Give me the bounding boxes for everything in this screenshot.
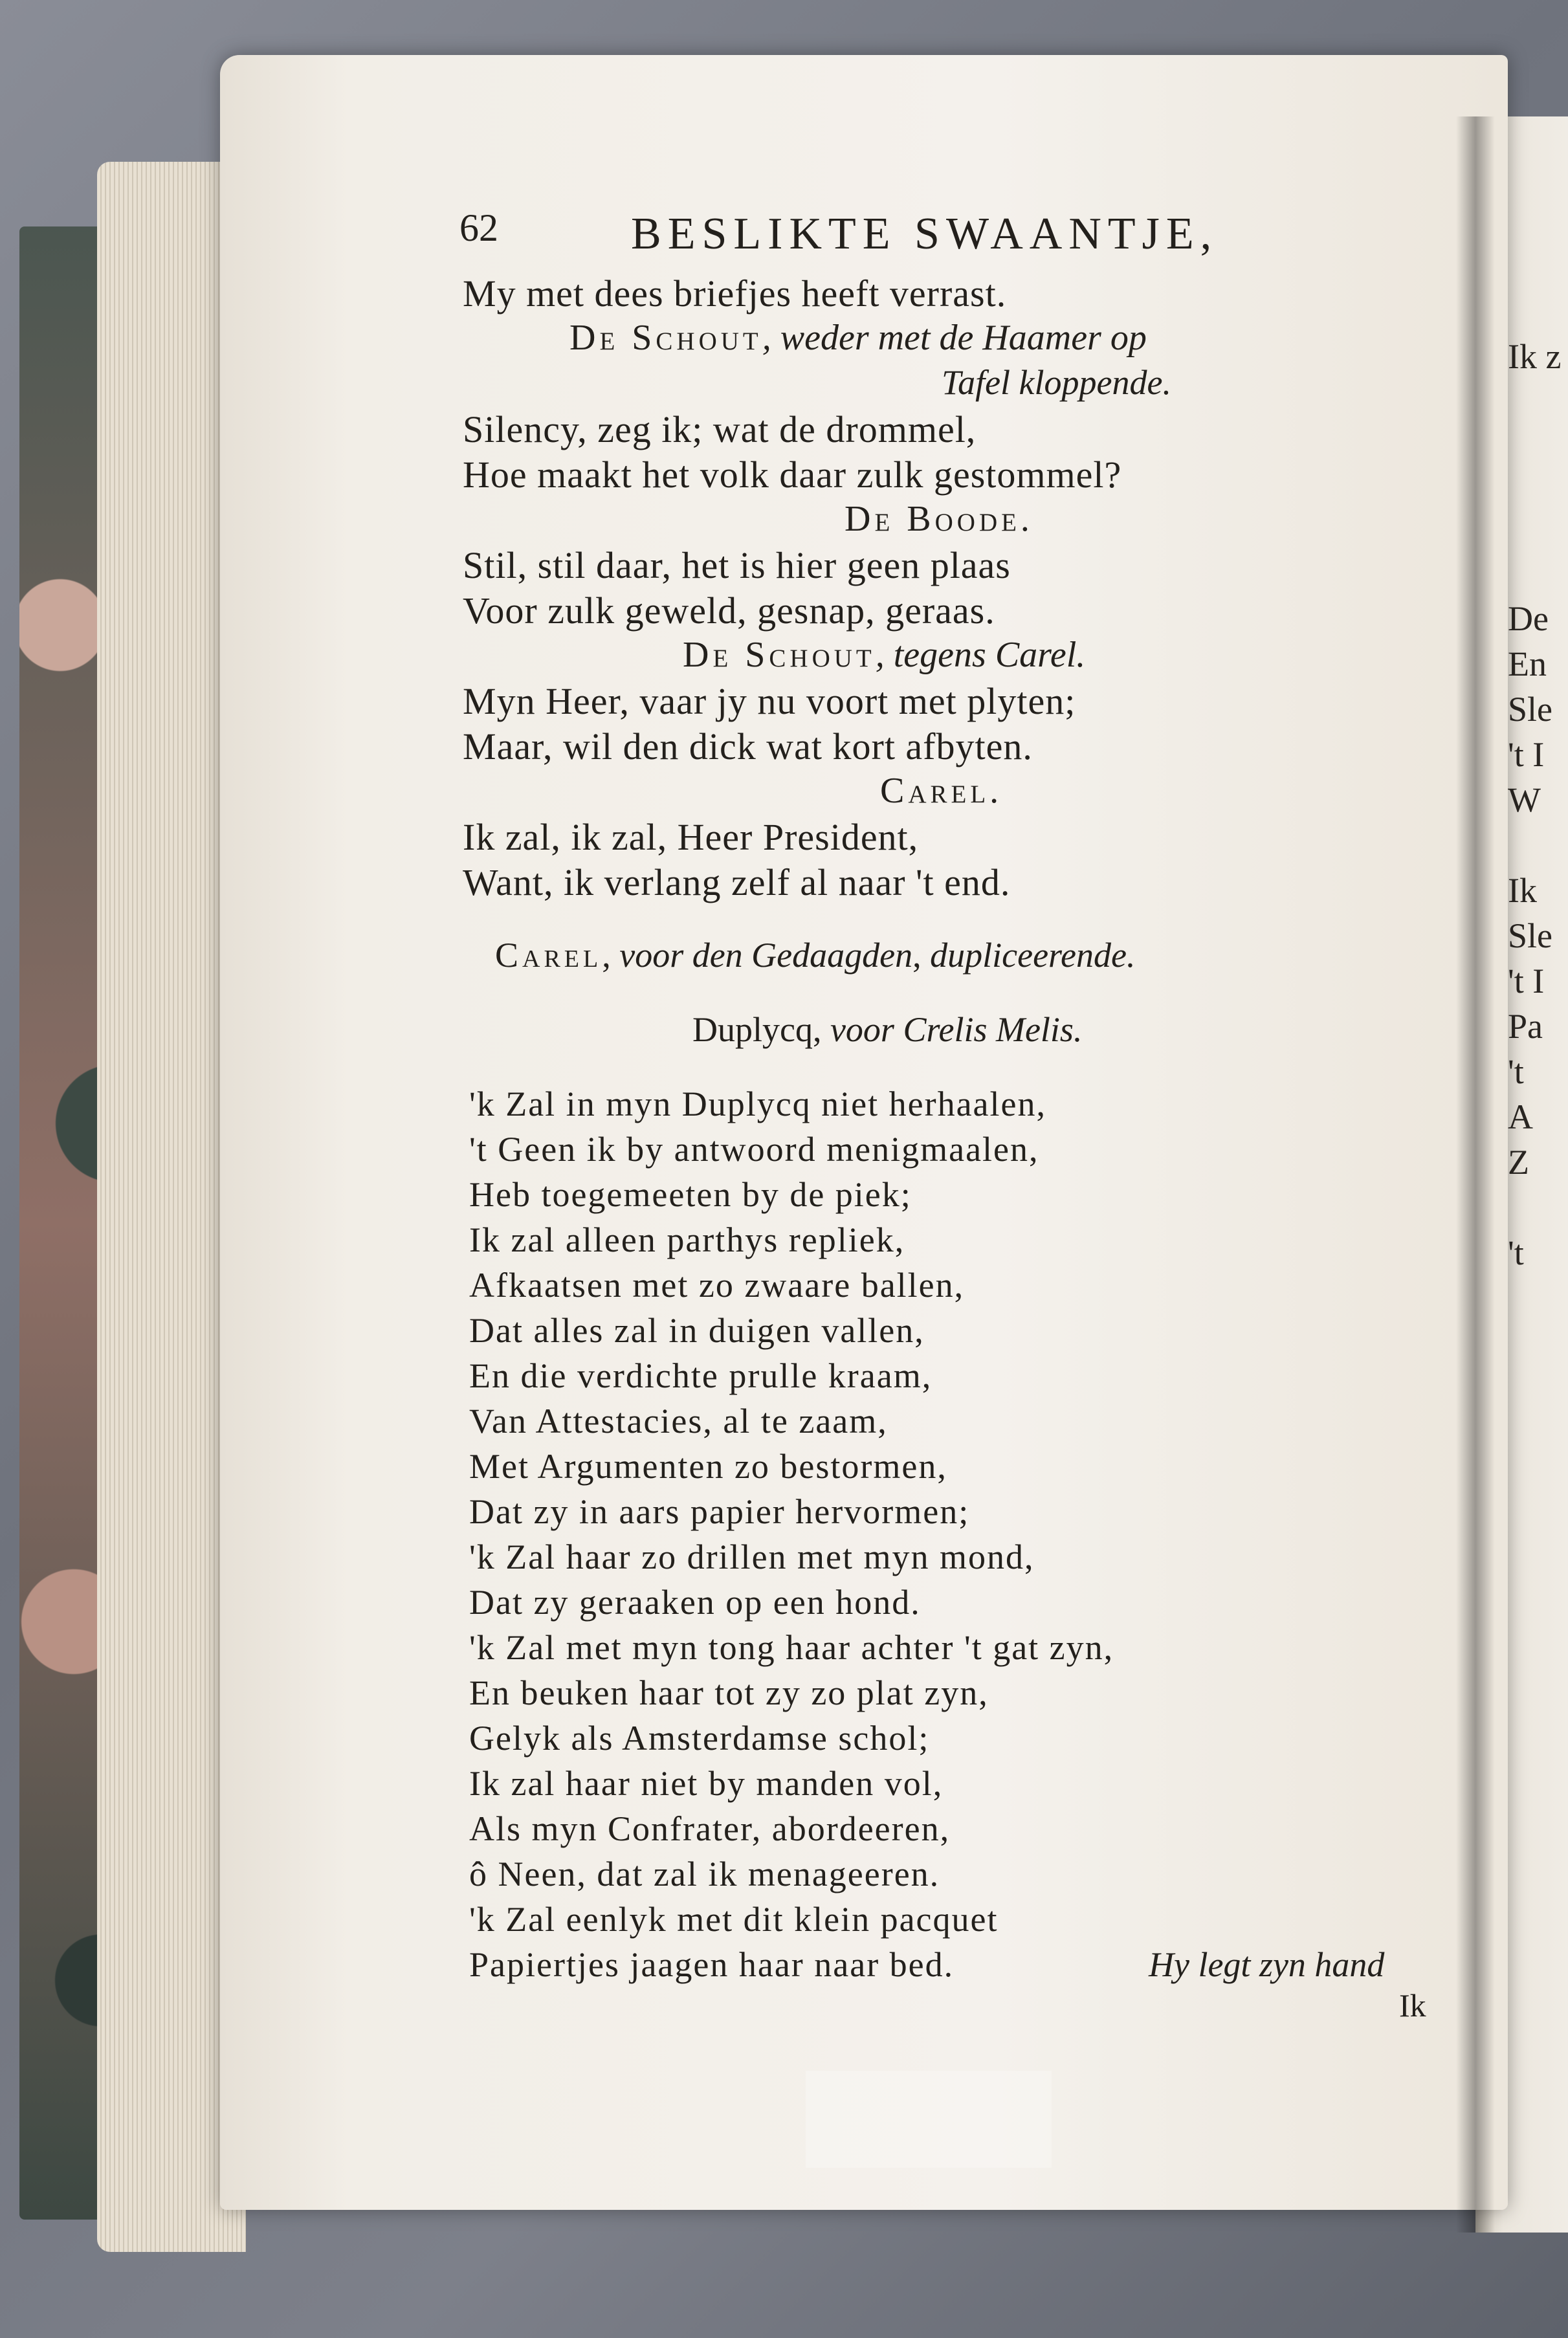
poem-line: 'k Zal met myn tong haar achter 't gat zyn,: [469, 1628, 1114, 1667]
speaker-name: Carel.: [880, 771, 1003, 811]
section-title-main: Duplycq,: [692, 1010, 830, 1049]
verse-line: Myn Heer, vaar jy nu voort met plyten;: [463, 680, 1076, 722]
poem-line: Dat zy in aars papier hervormen;: [469, 1492, 970, 1531]
facing-fragment: En: [1508, 645, 1547, 683]
facing-fragment: Sle: [1508, 916, 1553, 955]
running-title: BESLIKTE SWAANTJE,: [631, 209, 1219, 259]
facing-fragment: 't I: [1508, 962, 1545, 1000]
poem-line: Afkaatsen met zo zwaare ballen,: [469, 1266, 965, 1305]
verse-line: Stil, stil daar, het is hier geen plaas: [463, 544, 1011, 586]
poem-line: Als myn Confrater, abordeeren,: [469, 1809, 951, 1848]
poem-line: Papiertjes jaagen haar naar bed.: [469, 1945, 955, 1984]
section-title: [692, 1009, 1082, 1050]
punctuation: ,: [912, 936, 931, 975]
poem-line: 'k Zal eenlyk met dit klein pacquet: [469, 1900, 999, 1939]
stage-direction: Tafel kloppende.: [942, 363, 1171, 402]
poem-line: 'k Zal haar zo drillen met myn mond,: [469, 1538, 1035, 1576]
catchword: Ik: [1399, 1987, 1426, 2024]
facing-fragment: Pa: [1508, 1007, 1543, 1046]
speaker-name: De Schout: [683, 635, 876, 675]
facing-fragment: 't: [1508, 1052, 1524, 1091]
poem-line: ô Neen, dat zal ik menageeren.: [469, 1855, 940, 1893]
stage-direction: dupliceerende.: [930, 936, 1136, 975]
verse-line: Want, ik verlang zelf al naar 't end.: [463, 861, 1011, 903]
page-number: 62: [459, 206, 498, 249]
verse-line: Maar, wil den dick wat kort afbyten.: [463, 725, 1033, 767]
stage-direction: , tegens Carel.: [875, 635, 1086, 675]
speaker-heading: [683, 634, 1085, 676]
paper-tab: [806, 2071, 1052, 2168]
speaker-heading: [495, 935, 1135, 975]
poem-line: Ik zal haar niet by manden vol,: [469, 1764, 944, 1803]
facing-fragment: A: [1508, 1097, 1533, 1136]
verse-line: Silency, zeg ik; wat de drommel,: [463, 408, 977, 450]
poem-line: Heb toegemeeten by de piek;: [469, 1175, 912, 1214]
poem-line: Van Attestacies, al te zaam,: [469, 1402, 888, 1440]
gutter-shadow: [1456, 116, 1495, 2233]
speaker-name: Carel: [495, 936, 602, 975]
facing-fragment: 't I: [1508, 735, 1545, 774]
stage-direction: Hy legt zyn hand: [1149, 1945, 1385, 1984]
verse-line: Hoe maakt het volk daar zulk gestommel?: [463, 454, 1122, 496]
facing-fragment: Ik z: [1508, 337, 1562, 376]
facing-fragment: W: [1508, 780, 1541, 819]
facing-fragment: De: [1508, 599, 1549, 638]
poem-line: Gelyk als Amsterdamse schol;: [469, 1719, 930, 1758]
poem-line: Ik zal alleen parthys repliek,: [469, 1220, 905, 1259]
speaker-heading: [569, 317, 1147, 358]
verse-line: Voor zulk geweld, gesnap, geraas.: [463, 590, 995, 632]
stage-direction: , weder met de Haamer op: [762, 318, 1147, 358]
speaker-name: De Boode.: [845, 499, 1033, 539]
poem-line: Met Argumenten zo bestormen,: [469, 1447, 947, 1486]
poem-line: Dat alles zal in duigen vallen,: [469, 1311, 925, 1350]
verse-line: My met dees briefjes heeft verrast.: [463, 272, 1007, 314]
poem-line: Dat zy geraaken op een hond.: [469, 1583, 921, 1622]
facing-fragment: Z: [1508, 1143, 1529, 1182]
facing-fragment: Ik: [1508, 871, 1537, 910]
section-title-sub: voor Crelis Melis.: [830, 1010, 1083, 1049]
poem-line: 'k Zal in myn Duplycq niet herhaalen,: [469, 1085, 1046, 1123]
punctuation: ,: [602, 936, 620, 975]
poem-line: 't Geen ik by antwoord menigmaalen,: [469, 1130, 1039, 1169]
verse-line: Ik zal, ik zal, Heer President,: [463, 816, 919, 858]
stage-direction: voor den Gedaagden: [619, 936, 913, 975]
speaker-name: De Schout: [569, 318, 762, 358]
poem-line: En beuken haar tot zy zo plat zyn,: [469, 1673, 989, 1712]
poem-line: En die verdichte prulle kraam,: [469, 1356, 933, 1395]
facing-fragment: 't: [1508, 1233, 1524, 1272]
facing-fragment: Sle: [1508, 690, 1553, 729]
